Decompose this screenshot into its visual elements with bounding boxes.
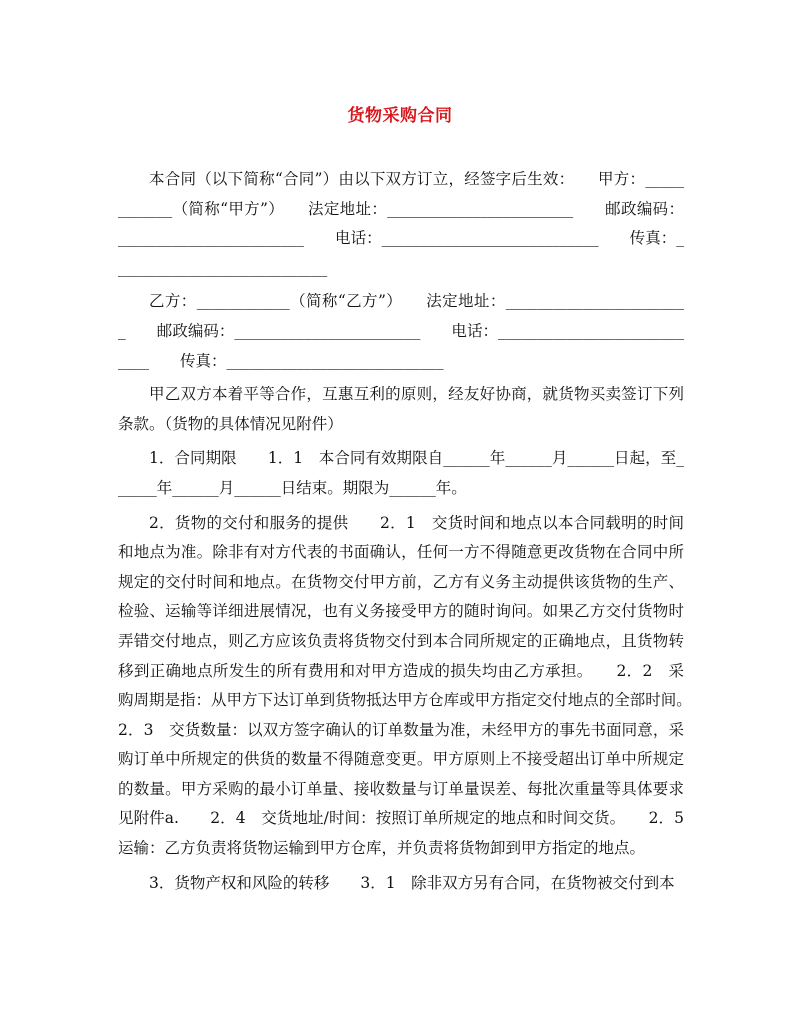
paragraph-contract-term: 1．合同期限 1．1 本合同有效期限自______年______月______日起，至______年______月______日结束。期限为______年。 [118,449,684,497]
paragraph-delivery: 2．货物的交付和服务的提供 2．1 交货时间和地点以本合同载明的时间和地点为准。除非有对方代表的书面确认，任何一方不得随意更改货物在合同中所规定的交付时间和地点。在货物交付甲方前，乙方有义务主动提供该货物的生产、检验、运输等详细进展情况，也有义务接受甲方的随时询问。如果乙方交付货物时弄错交付地点，则乙方应该负责将货物交付到本合同所规定的正确地点，且货物转移到正确地点所发生的所有费用和对甲方造成的损失均由乙方承担。 2．2 采购周期是指：从甲方下达订单到货物抵达甲方仓库或甲方指定交付地点的全部时间。 2．3 交货数量：以双方签字确认的订单数量为准，未经甲方的事先书面同意，采购订单中所规定的供货的数量不得随意变更。甲方原则上不接受超出订单中所规定的数量。甲方采购的最小订单量、接收数量与订单量误差、每批次重量等具体要求见附件a. 2．4 交货地址/时间：按照订单所规定的地点和时间交货。 2．5 运输：乙方负责将货物运输到甲方仓库，并负责将货物卸到甲方指定的地点。 [118,513,716,858]
paragraph-party-a: 本合同（以下简称“合同”）由以下双方订立，经签字后生效： 甲方：____________（简称“甲方”） 法定地址：________________________ 邮政编码：________________________ 电话：____________________________ 传真：____________________________ [118,170,684,277]
document-title: 货物采购合同 [347,106,453,126]
paragraph-preamble: 甲乙双方本着平等合作，互惠互利的原则，经友好协商，就货物买卖签订下列条款。（货物的具体情况见附件） [118,385,684,433]
document-body [118,165,716,898]
paragraph-ownership: 3．货物产权和风险的转移 3．1 除非双方另有合同，在货物被交付到本 [149,873,675,892]
paragraph-party-b: 乙方：____________（简称“乙方”） 法定地址：________________________ 邮政编码：________________________ 电话：____________________________ 传真：____________________________ [118,292,684,370]
